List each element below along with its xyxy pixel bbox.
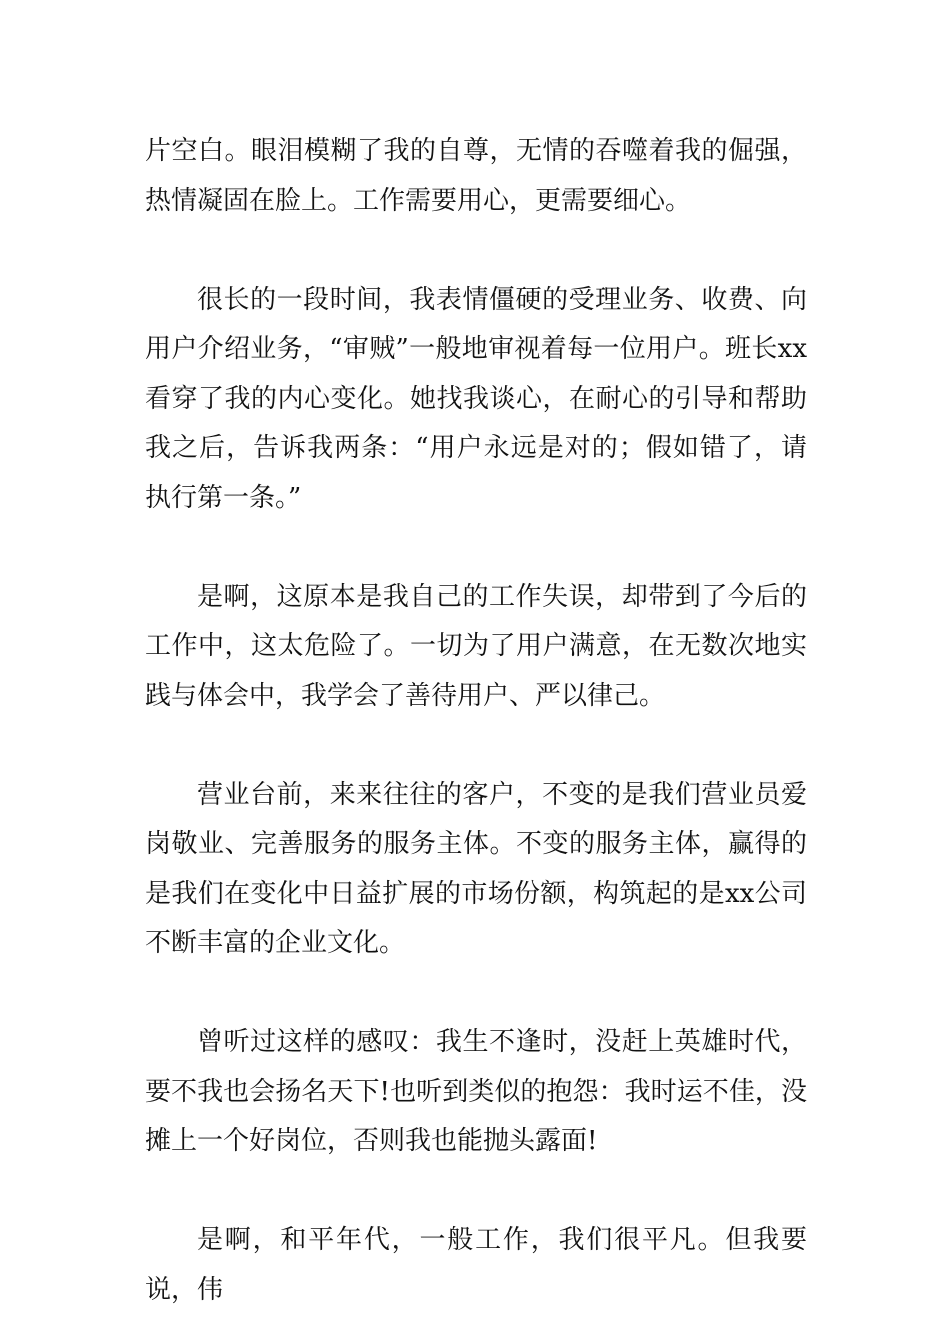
document-body — [145, 127, 807, 1315]
paragraph-5: 曾听过这样的感叹：我生不逢时，没赶上英雄时代，要不我也会扬名天下!也听到类似的抱怨：我时运不佳，没摊上一个好岗位，否则我也能抛头露面! — [145, 1027, 807, 1156]
paragraph-3: 是啊，这原本是我自己的工作失误，却带到了今后的工作中，这太危险了。一切为了用户满意，在无数次地实践与体会中，我学会了善待用户、严以律己。 — [145, 581, 807, 711]
paragraph-2: 很长的一段时间，我表情僵硬的受理业务、收费、向用户介绍业务，“审贼”一般地审视着每一位用户。班长xx看穿了我的内心变化。她找我谈心，在耐心的引导和帮助我之后，告诉我两条：“用户永远是对的；假如错了，请执行第一条。” — [145, 284, 807, 513]
paragraph-1: 片空白。眼泪模糊了我的自尊，无情的吞噬着我的倔强，热情凝固在脸上。工作需要用心，更需要细心。 — [145, 136, 807, 216]
paragraph-4: 营业台前，来来往往的客户，不变的是我们营业员爱岗敬业、完善服务的服务主体。不变的服务主体，赢得的是我们在变化中日益扩展的市场份额，构筑起的是xx公司不断丰富的企业文化。 — [145, 779, 807, 958]
paragraph-6: 是啊，和平年代，一般工作，我们很平凡。但我要说，伟 — [145, 1225, 807, 1305]
